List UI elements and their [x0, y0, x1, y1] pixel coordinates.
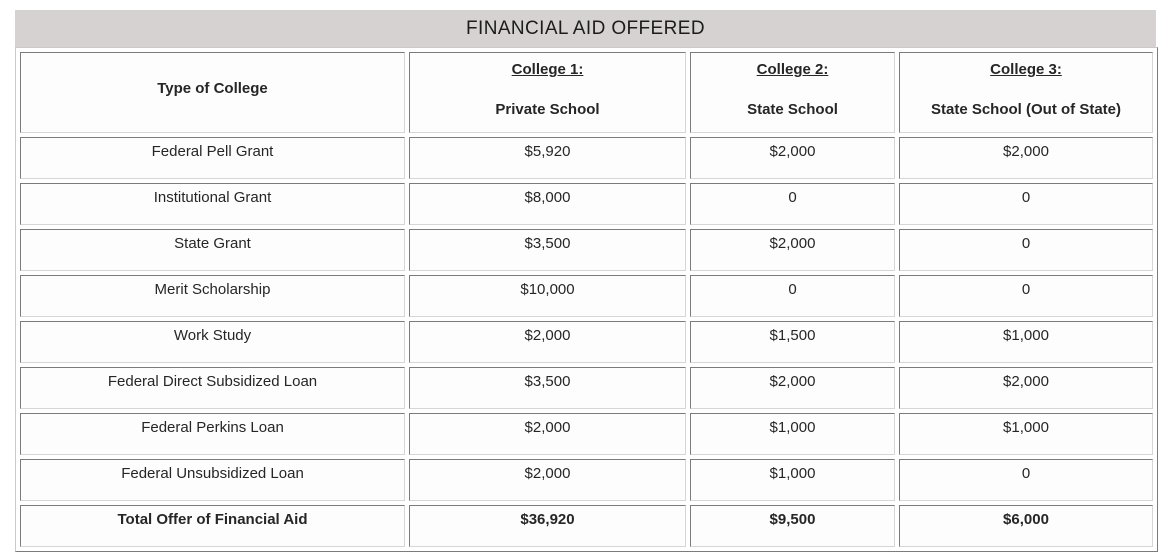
total-cell-value: $6,000 [899, 505, 1153, 547]
total-cell-value: $36,920 [409, 505, 686, 547]
cell-value: $1,000 [899, 413, 1153, 455]
table-row [20, 321, 1153, 363]
header-college-2 [690, 52, 895, 133]
college-1-subtitle: Private School [495, 101, 600, 118]
cell-value: $2,000 [899, 137, 1153, 179]
college-1-label: College 1: [511, 61, 584, 78]
row-label: Federal Direct Subsidized Loan [20, 367, 405, 409]
total-row [20, 505, 1153, 547]
cell-value: $3,500 [409, 229, 686, 271]
cell-value: 0 [899, 183, 1153, 225]
cell-value: 0 [690, 275, 895, 317]
cell-value: 0 [899, 229, 1153, 271]
financial-aid-table [15, 47, 1158, 552]
cell-value: $2,000 [690, 367, 895, 409]
cell-value: $8,000 [409, 183, 686, 225]
table-row [20, 229, 1153, 271]
college-3-label: College 3: [990, 61, 1062, 78]
cell-value: $2,000 [409, 321, 686, 363]
cell-value: $10,000 [409, 275, 686, 317]
table-row [20, 459, 1153, 501]
college-3-subtitle: State School (Out of State) [930, 101, 1121, 118]
cell-value: $2,000 [690, 229, 895, 271]
table-row [20, 275, 1153, 317]
header-college-1 [409, 52, 686, 133]
college-2-subtitle: State School [747, 101, 838, 118]
total-cell-value: $9,500 [690, 505, 895, 547]
row-label: Federal Unsubsidized Loan [20, 459, 405, 501]
cell-value: $1,500 [690, 321, 895, 363]
row-label: Work Study [20, 321, 405, 363]
total-row-label: Total Offer of Financial Aid [20, 505, 405, 547]
cell-value: 0 [899, 275, 1153, 317]
row-label: Federal Perkins Loan [20, 413, 405, 455]
row-label: Federal Pell Grant [20, 137, 405, 179]
cell-value: $5,920 [409, 137, 686, 179]
header-college-3 [899, 52, 1153, 133]
table-row [20, 413, 1153, 455]
row-label: Institutional Grant [20, 183, 405, 225]
cell-value: $2,000 [690, 137, 895, 179]
table-row [20, 367, 1153, 409]
cell-value: 0 [899, 459, 1153, 501]
table-row [20, 137, 1153, 179]
cell-value: $1,000 [899, 321, 1153, 363]
table-row [20, 183, 1153, 225]
cell-value: $2,000 [899, 367, 1153, 409]
cell-value: $1,000 [690, 459, 895, 501]
cell-value: $2,000 [409, 413, 686, 455]
table-title: FINANCIAL AID OFFERED [15, 10, 1156, 47]
header-row [20, 52, 1153, 133]
row-label: State Grant [20, 229, 405, 271]
header-type-of-college: Type of College [20, 52, 405, 133]
college-2-label: College 2: [756, 61, 829, 78]
cell-value: $1,000 [690, 413, 895, 455]
cell-value: 0 [690, 183, 895, 225]
row-label: Merit Scholarship [20, 275, 405, 317]
cell-value: $3,500 [409, 367, 686, 409]
cell-value: $2,000 [409, 459, 686, 501]
